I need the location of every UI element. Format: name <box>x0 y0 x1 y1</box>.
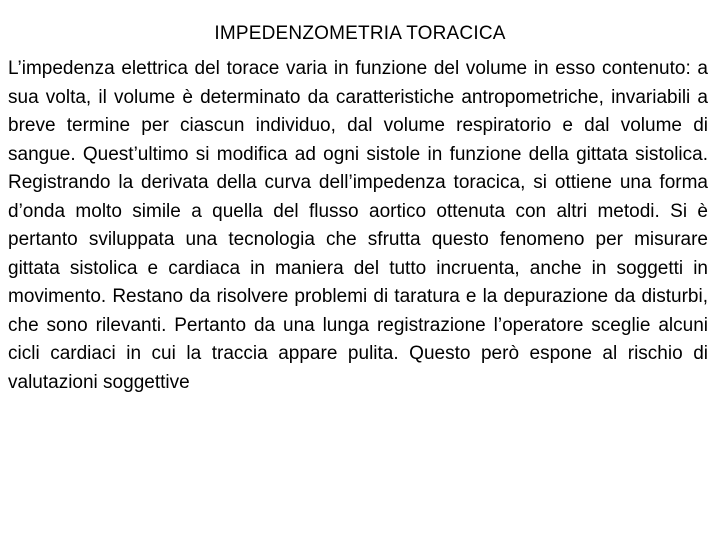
slide-title: IMPEDENZOMETRIA TORACICA <box>214 23 506 44</box>
slide-body-text: L’impedenza elettrica del torace varia in funzione del volume in esso contenuto: a sua volta, il volume è determinato da caratteristiche antropometriche, invariabili a breve termine per ciascun individuo, dal volume respiratorio e dal volume di sangue. Quest’ultimo si modifica ad ogni sistole in funzione della gittata sistolica. Registrando la derivata della curva dell’impedenza toracica, si ottiene una forma d’onda molto simile a quella del flusso aortico ottenuta con altri metodi. Si è pertanto sviluppata una tecnologia che sfrutta questo fenomeno per misurare gittata sistolica e cardiaca in maniera del tutto incruenta, anche in soggetti in movimento. Restano da risolvere problemi di taratura e la depurazione da disturbi, che sono rilevanti. Pertanto da una lunga registrazione l’operatore sceglie alcuni cicli cardiaci in cui la traccia appare pulita. Questo però espone al rischio di valutazioni soggettive <box>8 58 708 393</box>
